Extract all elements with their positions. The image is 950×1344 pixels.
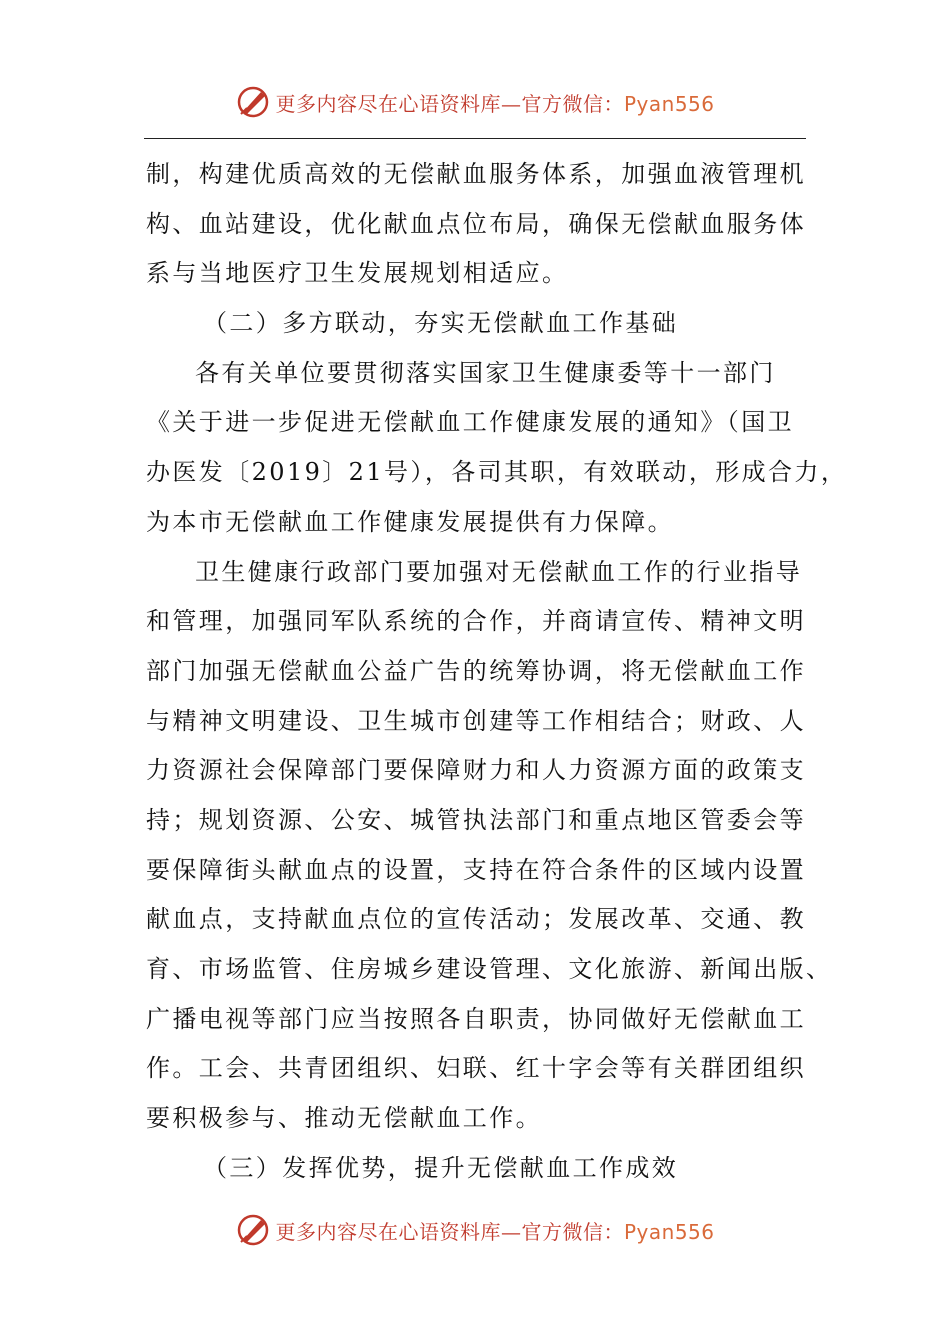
paragraph-line: 和管理，加强同军队系统的合作，并商请宣传、精神文明 (146, 607, 806, 636)
section-heading-2: （二）多方联动，夯实无偿献血工作基础 (203, 309, 679, 338)
paragraph-line: 要积极参与、推动无偿献血工作。 (146, 1104, 542, 1133)
paragraph-line: 与精神文明建设、卫生城市创建等工作相结合；财政、人 (146, 706, 806, 735)
paragraph-line: 育、市场监管、住房城乡建设管理、文化旅游、新闻出版、 (146, 955, 833, 983)
header-banner (0, 82, 950, 122)
quill-logo-icon (235, 1212, 271, 1248)
paragraph-line: 制，构建优质高效的无偿献血服务体系，加强血液管理机 (146, 160, 806, 188)
footer-banner (0, 1210, 950, 1250)
header-banner-handle: Pyan556 (623, 91, 715, 116)
quill-logo-icon (235, 84, 271, 120)
paragraph-line: 办医发〔2019〕21号），各司其职，有效联动，形成合力， (146, 458, 848, 487)
paragraph-line: 广播电视等部门应当按照各自职责，协同做好无偿献血工 (146, 1004, 806, 1033)
paragraph-line: 持；规划资源、公安、城管执法部门和重点地区管委会等 (146, 805, 806, 834)
paragraph-line: 献血点，支持献血点位的宣传活动；发展改革、交通、教 (146, 905, 806, 934)
header-rule (144, 138, 806, 139)
paragraph-line: 要保障街头献血点的设置，支持在符合条件的区域内设置 (146, 855, 806, 884)
paragraph-line: 构、血站建设，优化献血点位布局，确保无偿献血服务体 (146, 209, 806, 238)
footer-banner-text (275, 1216, 714, 1245)
document-body (146, 150, 848, 1193)
paragraph-line: 各有关单位要贯彻落实国家卫生健康委等十一部门 (195, 358, 776, 387)
section-heading-3: （三）发挥优势，提升无偿献血工作成效 (203, 1153, 679, 1182)
footer-banner-handle: Pyan556 (623, 1219, 715, 1244)
paragraph-line: 《关于进一步促进无偿献血工作健康发展的通知》（国卫 (146, 408, 794, 437)
header-banner-label: 更多内容尽在心语资料库—官方微信： (275, 91, 624, 116)
header-banner-text (275, 88, 714, 117)
footer-banner-label: 更多内容尽在心语资料库—官方微信： (275, 1219, 624, 1244)
paragraph-line: 卫生健康行政部门要加强对无偿献血工作的行业指导 (195, 557, 803, 586)
paragraph-line: 作。工会、共青团组织、妇联、红十字会等有关群团组织 (146, 1054, 806, 1083)
paragraph-line: 系与当地医疗卫生发展规划相适应。 (146, 259, 569, 288)
paragraph-line: 部门加强无偿献血公益广告的统筹协调，将无偿献血工作 (146, 656, 806, 685)
paragraph-line: 力资源社会保障部门要保障财力和人力资源方面的政策支 (146, 756, 806, 785)
paragraph-line: 为本市无偿献血工作健康发展提供有力保障。 (146, 507, 674, 536)
